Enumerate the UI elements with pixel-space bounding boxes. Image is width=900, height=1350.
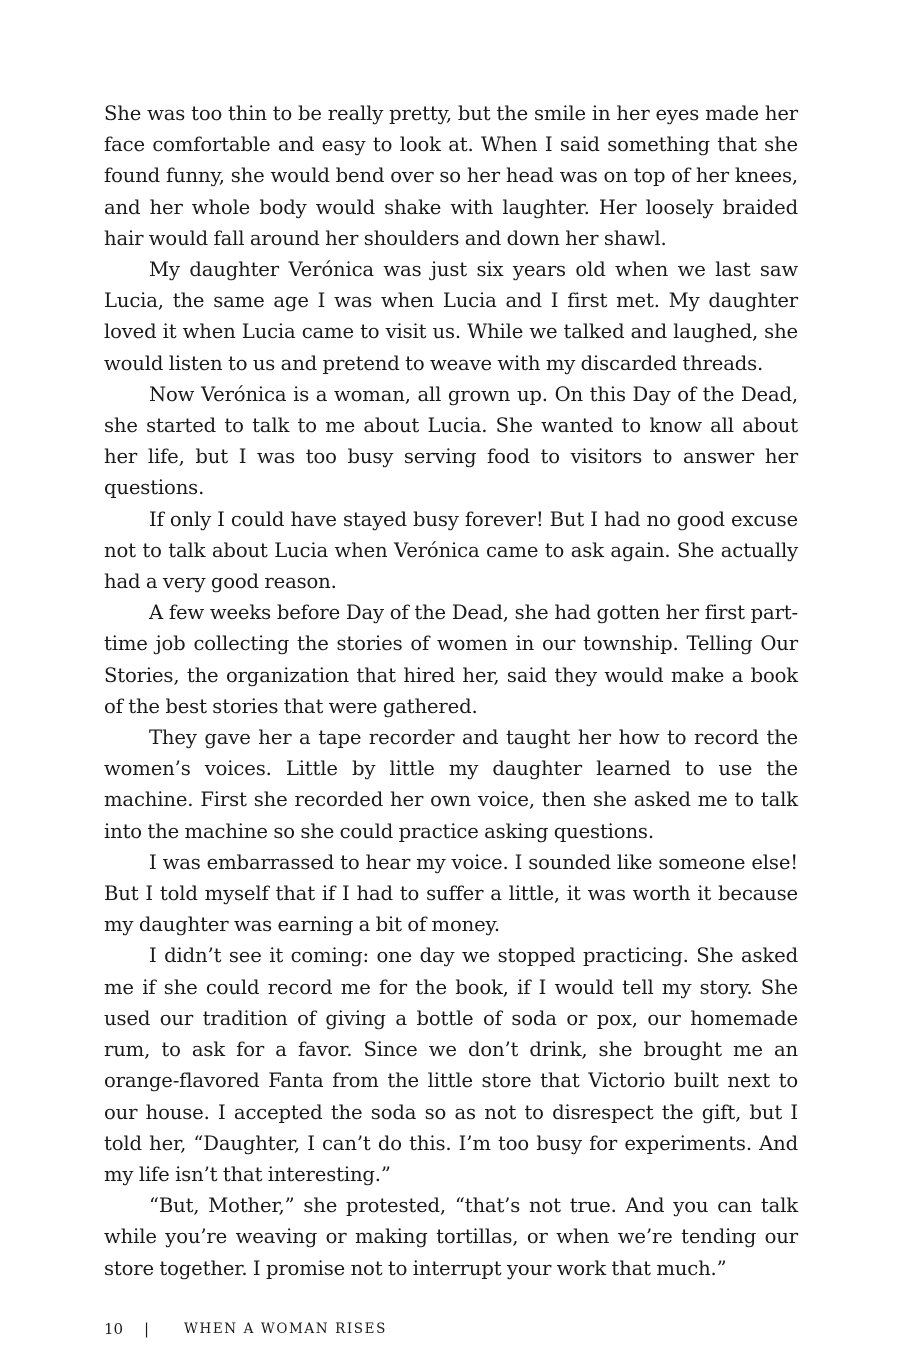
- page-body: [104, 98, 798, 1284]
- paragraph-1: She was too thin to be really pretty, but the smile in her eyes made her face comfortable and easy to look at. When I said something that she found funny, she would bend over so her head was on top of her knees, and her whole body would shake with laughter. Her loosely braided hair would fall around her shoulders and down her shawl.: [104, 102, 798, 250]
- paragraph-9: “But, Mother,” she protested, “that’s not true. And you can talk while you’re weaving or making tortillas, or when we’re tending our store together. I promise not to interrupt your work that much.”: [104, 1194, 798, 1280]
- paragraph-8: I didn’t see it coming: one day we stopped practicing. She asked me if she could record me for the book, if I would tell my story. She used our tradition of giving a bottle of soda or pox, our homemade rum, to ask for a favor. Since we don’t drink, she brought me an orange-flavored Fanta from the little store that Victorio built next to our house. I accepted the soda so as not to disrespect the gift, but I told her, “Daughter, I can’t do this. I’m too busy for experiments. And my life isn’t that interesting.”: [104, 944, 798, 1186]
- page-number: 10: [104, 1320, 124, 1338]
- paragraph-6: They gave her a tape recorder and taught her how to record the women’s voices. Little by little my daughter learned to use the machine. First she recorded her own voice, then she asked me to talk into the machine so she could practice asking questions.: [104, 726, 798, 843]
- paragraph-3: Now Verónica is a woman, all grown up. On this Day of the Dead, she started to talk to me about Lucia. She wanted to know all about her life, but I was too busy serving food to visitors to answer her questions.: [104, 382, 798, 500]
- paragraph-5: A few weeks before Day of the Dead, she had gotten her first part-time job collecting the stories of women in our township. Telling Our Stories, the organization that hired her, said they would make a book of the best stories that were gathered.: [104, 601, 798, 718]
- paragraph-7: I was embarrassed to hear my voice. I sounded like someone else! But I told myself that if I had to suffer a little, it was worth it because my daughter was earning a bit of money.: [104, 850, 798, 937]
- footer-separator: |: [144, 1320, 150, 1338]
- running-title: WHEN A WOMAN RISES: [184, 1321, 387, 1337]
- paragraph-4: If only I could have stayed busy forever! But I had no good excuse not to talk about Lucia when Verónica came to ask again. She actually had a very good reason.: [104, 507, 798, 594]
- page-footer: [104, 1320, 387, 1338]
- paragraph-2: My daughter Verónica was just six years old when we last saw Lucia, the same age I was when Lucia and I first met. My daughter loved it when Lucia came to visit us. While we talked and laughed, she would listen to us and pretend to weave with my discarded threads.: [104, 258, 798, 375]
